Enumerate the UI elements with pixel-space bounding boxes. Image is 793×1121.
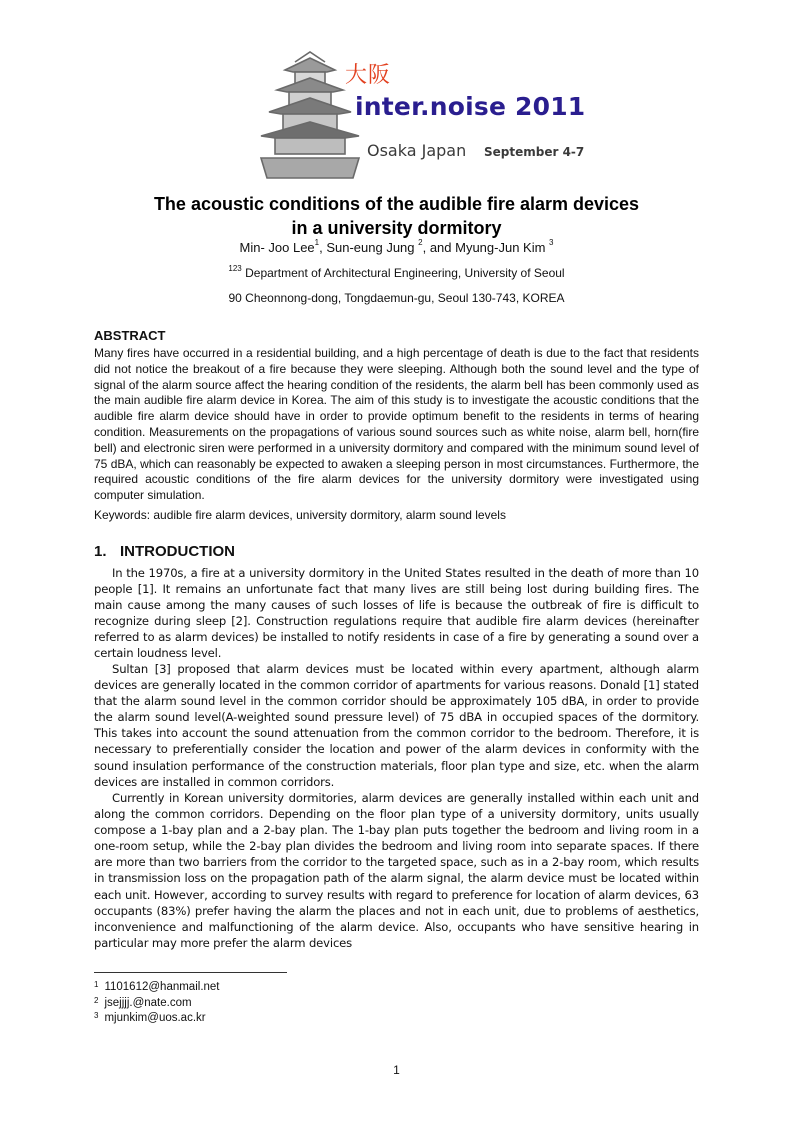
paper-title-line1: The acoustic conditions of the audible fire alarm devices <box>153 194 640 214</box>
section-title: INTRODUCTION <box>120 543 235 560</box>
footnote-3 <box>94 1011 220 1027</box>
author-3: , and Myung-Jun Kim <box>422 240 550 255</box>
footnotes <box>94 980 220 1027</box>
author-3-sup: 3 <box>549 238 554 247</box>
author-2-sup: 2 <box>418 238 423 247</box>
address: 90 Cheonnong-dong, Tongdaemun-gu, Seoul 130-743, KOREA <box>228 291 565 305</box>
intro-paragraph-2: Sultan [3] proposed that alarm devices must be located within every apartment, although alarm devices are generally located in the common corridor of apartments for various reasons. Donald [1] stated that the alarm sound level in the common corridor should be approximately 105 dBA, in order to provide the alarm sound level(A-weighted sound pressure level) of 75 dBA in occupied spaces of the dormitory. This takes into account the sound attenuation from the common corridor to the bedroom. Therefore, it is necessary to preferentially consider the location and power of the alarm devices in conformity with the sound insulation performance of the construction materials, floor plan type and size, etc. when the alarm devices are installed in common corridors. <box>94 662 699 789</box>
footnote-3-num: 3 <box>94 1011 99 1020</box>
affiliation-sup: 123 <box>228 264 242 273</box>
author-list <box>0 240 793 255</box>
author-1-sup: 1 <box>314 238 320 247</box>
footnote-2-text: jsejjjj.@nate.com <box>104 996 192 1009</box>
page-number: 1 <box>393 1063 400 1077</box>
logo-osaka-kanji: 大阪 <box>345 63 392 88</box>
author-2: , Sun-eung Jung <box>319 240 419 255</box>
conference-logo <box>255 48 595 180</box>
paper-title <box>0 192 793 240</box>
keywords: Keywords: audible fire alarm devices, university dormitory, alarm sound levels <box>94 508 506 522</box>
footnote-1-num: 1 <box>94 980 99 989</box>
intro-paragraph-3: Currently in Korean university dormitories, alarm devices are generally installed within each unit and along the common corridors. Depending on the floor plan type of a university dormitory, units usually compose a 1-bay plan and a 2-bay plan. The 1-bay plan puts together the bedroom and living room in a one-room setup, while the 2-bay plan divides the bedroom and living room into separate spaces. If there are more than two barriers from the corridor to the targeted space, such as in a 2-bay room, which results in transmission loss on the propagation path of the alarm signal, the alarm device must be located within each unit. However, according to survey results with regard to preference for location of alarm devices, 63 occupants (83%) prefer having the alarm the places and not in each unit, due to problems of aesthetics, inconvenience and malfunctioning of the alarm device. Also, occupants who have sensitive hearing in particular may more prefer the alarm devices <box>94 791 699 950</box>
footnote-1-text: 1101612@hanmail.net <box>104 981 220 993</box>
abstract-text: Many fires have occurred in a residential building, and a high percentage of death is due to the fact that residents did not notice the breakout of a fire because they were sleeping. Although both the sound level and the type of signal of the alarm source affect the hearing condition of the residents, the alarm bell has been commonly used as the main audible fire alarm device in Korea. The aim of this study is to investigate the acoustic conditions that the audible fire alarm device should have in order to provide optimum benefit to the residents in terms of hearing condition. Measurements on the propagations of various sound sources such as white noise, alarm bell, horn(fire bell) and electronic siren were performed in a university dormitory and compared with the minimum sound level of 75 dBA, which can reasonably be expected to awaken a sleeping person in most circumstances. Furthermore, the required acoustic conditions of the fire alarm devices for the university dormitory were investigated using computer simulation. <box>94 346 699 503</box>
affiliation <box>0 266 793 280</box>
paper-title-line2: in a university dormitory <box>291 218 502 238</box>
footnote-2 <box>94 996 220 1012</box>
footnote-divider <box>94 972 287 973</box>
footnote-2-num: 2 <box>94 995 99 1005</box>
section-heading-introduction <box>94 543 235 560</box>
affiliation-text: Department of Architectural Engineering, University of Seoul <box>241 266 565 280</box>
footnote-3-text: mjunkim@uos.ac.kr <box>104 1012 206 1024</box>
footnote-1 <box>94 980 220 996</box>
logo-place: Osaka Japan <box>367 141 467 160</box>
logo-date: September 4-7 <box>484 145 585 159</box>
section-number: 1. <box>94 543 107 560</box>
author-1: Min- Joo Lee <box>239 240 315 255</box>
intro-paragraph-1: In the 1970s, a fire at a university dormitory in the United States resulted in the death of more than 10 people [1]. It remains an unfortunate fact that many lives are still being lost during building fires. The main cause among the many causes of such losses of life is because the outbreak of fire is difficult to recognize during sleep [2]. Construction regulations require that audible fire alarm devices (hereinafter referred to as alarm devices) be installed to notify residents in case of a fire by generating a sound over a certain loudness level. <box>94 566 699 661</box>
abstract-heading: ABSTRACT <box>94 328 166 343</box>
logo-title: inter.noise 2011 <box>355 92 586 121</box>
